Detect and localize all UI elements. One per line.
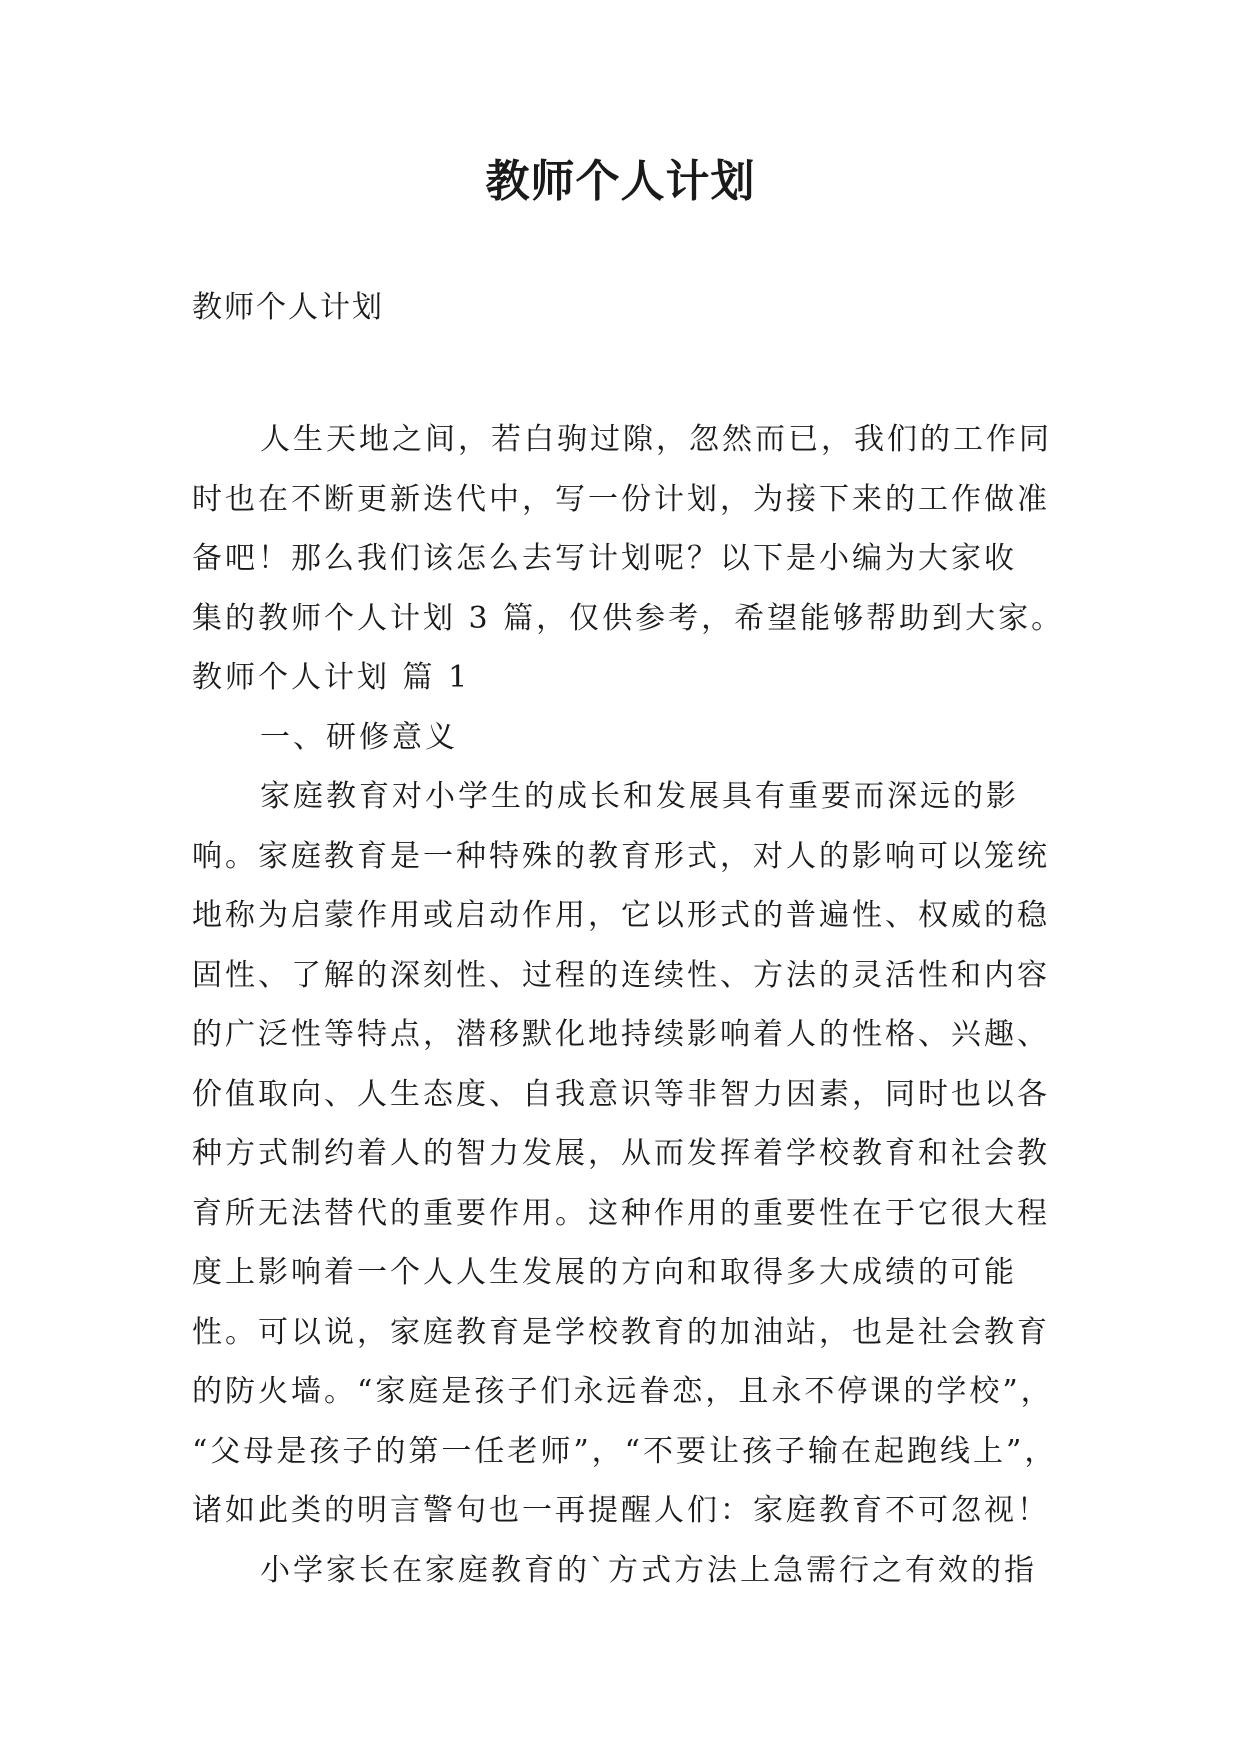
body-line: 种方式制约着人的智力发展，从而发挥着学校教育和社会教 (192, 1136, 1050, 1171)
document-title: 教师个人计划 (485, 156, 756, 207)
body-line: 固性、了解的深刻性、过程的连续性、方法的灵活性和内容 (192, 957, 1050, 993)
body-line: 度上影响着一个人人生发展的方向和取得多大成绩的可能 (192, 1255, 1017, 1290)
body-line: 的广泛性等特点，潜移默化地持续影响着人的性格、兴趣、 (192, 1017, 1050, 1052)
body-line: 时也在不断更新迭代中，写一份计划，为接下来的工作做准 (192, 481, 1050, 517)
body-line: 的防火墙。“家庭是孩子们永远眷恋，且永不停课的学校”， (192, 1374, 1054, 1409)
body-line: 诸如此类的明言警句也一再提醒人们：家庭教育不可忽视！ (192, 1493, 1050, 1528)
body-line: 小学家长在家庭教育的`方式方法上急需行之有效的指 (260, 1552, 1037, 1588)
body-line: 性。可以说，家庭教育是学校教育的加油站，也是社会教育 (192, 1314, 1050, 1350)
body-line: 集的教师个人计划 3 篇，仅供参考，希望能够帮助到大家。 (192, 600, 1065, 636)
body-line: 育所无法替代的重要作用。这种作用的重要性在于它很大程 (192, 1195, 1050, 1231)
body-line: “父母是孩子的第一任老师”，“不要让孩子输在起跑线上”， (192, 1433, 1058, 1469)
body-line: 价值取向、人生态度、自我意识等非智力因素，同时也以各 (192, 1076, 1050, 1112)
document-subtitle: 教师个人计划 (192, 290, 384, 325)
body-line: 人生天地之间，若白驹过隙，忽然而已，我们的工作同 (260, 422, 1052, 457)
body-line: 响。家庭教育是一种特殊的教育形式，对人的影响可以笼统 (192, 838, 1050, 874)
body-line: 地称为启蒙作用或启动作用，它以形式的普遍性、权威的稳 (192, 898, 1050, 933)
body-line: 家庭教育对小学生的成长和发展具有重要而深远的影 (260, 779, 1019, 814)
body-line: 教师个人计划 篇 1 (192, 660, 471, 695)
body-line: 一、研修意义 (260, 719, 458, 755)
body-line: 备吧！那么我们该怎么去写计划呢？以下是小编为大家收 (192, 541, 1017, 576)
document-body (192, 410, 1065, 1600)
